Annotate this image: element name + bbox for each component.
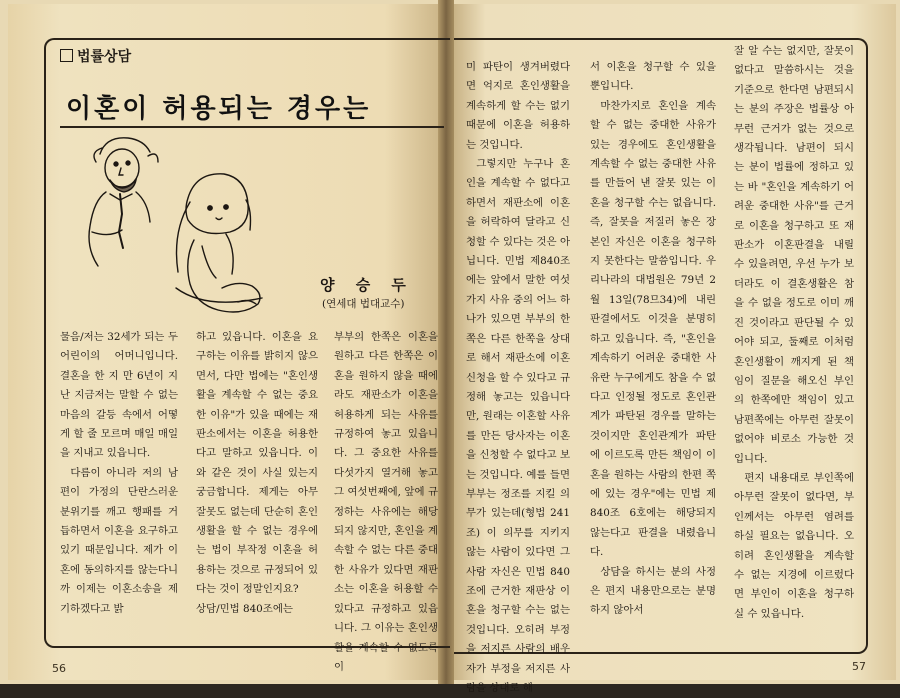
answer-paragraph-5: 마찬가지로 혼인을 계속할 수 없는 중대한 사유가 있는 경우에도 혼인생활을 계속할 수 없는 중대한 사유를 만들어 낸 잘못 있는 이혼을 청구할 수는 없읍니다. 즉, 잘못을 저질러 놓은 장본인 자신은 이혼을 청구하지 못한다는 말씀입니다. 우리나라의 대법원은 79년 2월 13일(78므34)에 내린 판결에서도 이것을 분명히 하고 있읍니다. 즉, "혼인을 계속하기 어려운 중대한 사유란 누구에게도 참을 수 없다고 인정될 정도로 혼인관계가 파탄된 경우를 말하는 것이지만 혼인관계가 파탄에 이르도록 만든 책임이 이혼을 원하는 사람의 한편 쪽에 있는 경우"에는 민법 제840조 6호에는 해당되지 않는다고 판결을 내렸읍니다. bbox=[590, 99, 716, 559]
right-page-number: 57 bbox=[852, 660, 866, 673]
answer-paragraph-8: 편지 내용대로 부인쪽에 아무런 잘못이 없다면, 부인께서는 아무런 염려를 하실 필요는 없읍니다. 오히려 혼인생활을 계속할 수 없는 지경에 이르렀다면 부인이 이혼을 청구하실 수 있읍니다. bbox=[734, 471, 854, 620]
checkbox-square-icon bbox=[60, 49, 73, 62]
answer-paragraph-1: 부부의 한쪽은 이혼을 원하고 다른 한쪽은 이혼을 원하지 않을 때에라도 재판소가 이혼을 허용하게 되는 사유를 규정하여 놓고 있읍니다. 그 중요한 사유를 다섯가지 열거해 놓고 그 여섯번째에, 앞에 규정하는 사유에는 해당되지 않지만, 혼인을 계속할 수 없는 다른 중대한 사유가 있다면 재판소는 이혼을 허용할 수 있다고 규정하고 있읍니다. 그 이유는 혼인생활을 계속할 수 없도록 이 bbox=[334, 331, 438, 673]
left-column-2 bbox=[196, 328, 318, 619]
answer-paragraph-3: 그렇지만 누구나 혼인을 계속할 수 없다고 하면서 재판소에 이혼을 허락하여 달라고 신청할 수 있다는 것은 아닙니다. 민법 제840조에는 앞에서 말한 여섯가지 사유 중의 어느 하나가 있으면 부부의 한쪽은 다른 한쪽을 상대로 해서 재판소에 이혼신청을 할 수 있다고 규정해 놓고는 있읍니다만, 원래는 이혼할 사유를 만든 당사자는 이혼을 신청할 수 없다고 보는 것입니다. 예를 들면 부부는 정조를 지킬 의무가 있는데(형법 241조) 이 의무를 지키지 않는 사람이 있다면 그 사람 자신은 민법 840조에 근거한 재판상 이혼을 청구할 수는 없는 것입니다. 오히려 부정을 저지른 사람의 배우자가 부정을 저지른 사람을 상대로 해 bbox=[466, 158, 570, 694]
right-column-3 bbox=[734, 42, 854, 624]
author-name: 양 승 두 bbox=[320, 276, 414, 294]
answer-paragraph-2: 미 파탄이 생겨버렸다면 억지로 혼인생활을 계속하게 할 수는 없기 때문에 이혼을 허용하는 것입니다. bbox=[466, 61, 570, 151]
question-paragraph-1: 물음/저는 32세가 되는 두 어린이의 어머니입니다. 결혼을 한 지 만 6년이 지난 지금저는 말할 수 없는 마음의 갈등 속에서 어떻게 할 줄 모르며 매일 매일을 지내고 있읍니다. bbox=[60, 331, 178, 460]
right-column-2 bbox=[590, 58, 716, 621]
left-page-number: 56 bbox=[52, 662, 66, 675]
couple-illustration bbox=[70, 122, 270, 322]
answer-paragraph-6: 상담을 하시는 분의 사정은 편지 내용만으로는 분명하지 않아서 bbox=[590, 565, 716, 617]
author-affiliation: (연세대 법대교수) bbox=[322, 298, 405, 310]
section-label bbox=[60, 46, 131, 66]
question-paragraph-2: 다름이 아니라 저의 남편이 가정의 단란스러운 분위기를 깨고 행패를 거듭하면서 이혼을 요구하고 있기 때문입니다. 제가 이혼에 동의하지를 않는다니까 이제는 이혼소송을 제기하겠다고 밝 bbox=[60, 466, 178, 615]
right-column-1 bbox=[466, 58, 570, 698]
section-label-text: 법률상담 bbox=[77, 49, 132, 65]
left-column-1 bbox=[60, 328, 178, 619]
answer-paragraph-7: 잘 알 수는 없지만, 잘못이 없다고 말씀하시는 것을 기준으로 한다면 남편되시는 분의 주장은 법률상 아무런 근거가 없는 것으로 생각됩니다. 남편이 되시는 분이 법률에 정하고 있는 바 "혼인을 계속하기 어려운 중대한 사유"를 근거로 이혼을 청구하고 또 재판소가 이혼판결을 내릴 수 있을려면, 우선 누가 보더라도 이 결혼생활은 참을 수 없을 정도로 이미 깨진 것이라고 판단될 수 있어야 되고, 둘째로 이처럼 혼인생활이 깨지게 된 책임이 질문을 해오신 부인의 한쪽에만 책임이 있고 남편쪽에는 아무런 잘못이 없어야 비로소 가능한 것입니다. bbox=[734, 45, 854, 465]
answer-paragraph-4: 서 이혼을 청구할 수 있을 뿐입니다. bbox=[590, 61, 716, 93]
answer-intro: 상담/민법 840조에는 bbox=[196, 602, 293, 615]
left-column-3 bbox=[334, 328, 438, 677]
question-paragraph-3: 하고 있읍니다. 이혼을 요구하는 이유를 밝히지 않으면서, 다만 법에는 "혼인생활을 계속할 수 없는 중요한 이유"가 있을 때에는 재판소에서는 이혼을 허용한다고 말하고 있읍니다. 이와 같은 것이 사실 있는지 궁금합니다. 제게는 아무 잘못도 없는데 단순히 혼인생활을 할 수 없는 경우에는 법이 부작정 이혼을 허용하는 것으로 규정되어 있다는 것이 정말인지요? bbox=[196, 331, 318, 596]
article-title: 이혼이 허용되는 경우는 bbox=[66, 94, 372, 124]
